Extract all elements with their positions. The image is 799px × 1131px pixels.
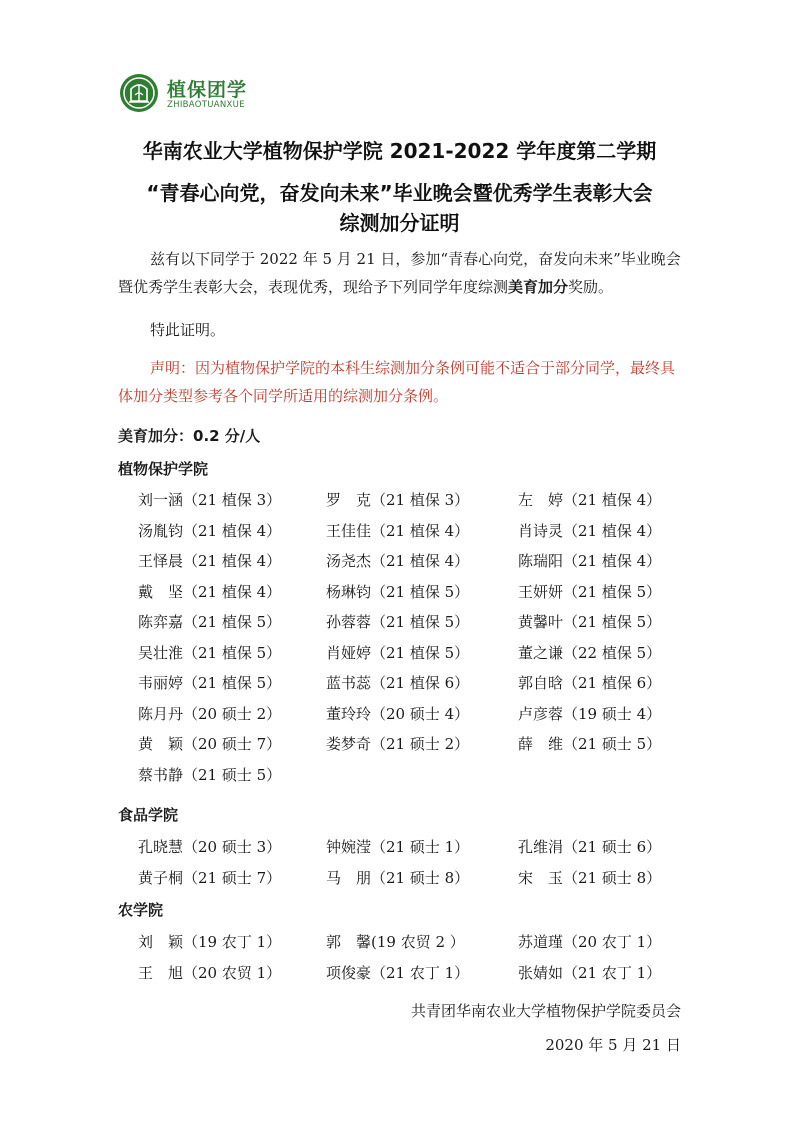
student-entry: 王佳佳（21 植保 4） xyxy=(326,521,470,540)
name-row xyxy=(118,931,698,962)
student-entry: 刘一涵（21 植保 3） xyxy=(138,491,282,509)
student-entry: 肖诗灵（21 植保 4） xyxy=(518,521,662,540)
name-row xyxy=(118,611,698,642)
student-entry: 黄 颖（20 硕士 7） xyxy=(138,735,282,753)
student-entry: 陈瑞阳（21 植保 4） xyxy=(518,552,662,570)
student-entry: 杨琳钧（21 植保 5） xyxy=(326,582,470,601)
name-grid xyxy=(118,931,698,992)
name-row xyxy=(118,836,698,867)
intro-paragraph xyxy=(118,245,688,301)
intro-bold-text: 美育加分 xyxy=(508,278,569,296)
student-entry: 蓝书蕊（21 植保 6） xyxy=(326,674,470,692)
notice-statement: 声明：因为植物保护学院的本科生综测加分条例可能不适合于部分同学，最终具体加分类型参考各个同学所适用的综测加分条例。 xyxy=(118,359,676,405)
student-entry: 郭自晗（21 植保 6） xyxy=(518,674,662,692)
intro-text: 兹有以下同学于 2022 年 5 月 21 日，参加“青春心向党，奋发向未来”毕业晚会暨优秀学生表彰大会，表现优秀，现给予下列同学年度综测 xyxy=(118,250,681,296)
name-grid xyxy=(118,489,698,794)
student-entry: 娄梦奇（21 硕士 2） xyxy=(326,735,470,753)
logo-emblem-icon xyxy=(119,73,159,113)
student-entry: 王妍妍（21 植保 5） xyxy=(518,582,662,601)
student-entry: 刘 颖（19 农丁 1） xyxy=(138,933,282,951)
student-entry: 孔维涓（21 硕士 6） xyxy=(518,838,662,856)
intro-text-end: 奖励。 xyxy=(568,278,614,296)
student-entry: 吴壮淮（21 植保 5） xyxy=(138,643,282,662)
section-heading: 食品学院 xyxy=(118,806,179,824)
student-entry: 薛 维（21 硕士 5） xyxy=(518,735,662,753)
student-entry: 宋 玉（21 硕士 8） xyxy=(518,868,662,887)
points-label: 美育加分：0.2 分/人 xyxy=(118,427,261,445)
student-entry: 董之谦（22 植保 5） xyxy=(518,643,662,662)
logo-subtext: ZHIBAOTUANXUE xyxy=(167,100,245,110)
signature-date: 2020 年 5 月 21 日 xyxy=(545,1036,681,1054)
section-heading: 植物保护学院 xyxy=(118,460,209,478)
student-entry: 左 婷（21 植保 4） xyxy=(518,491,662,509)
student-entry: 陈月丹（20 硕士 2） xyxy=(138,704,282,723)
student-entry: 韦丽婷（21 植保 5） xyxy=(138,674,282,692)
name-row xyxy=(118,672,698,703)
name-row xyxy=(118,581,698,612)
logo xyxy=(119,73,259,119)
document-title-line-3: 综测加分证明 xyxy=(339,211,460,235)
logo-text: 植保团学 xyxy=(167,79,248,101)
name-row xyxy=(118,642,698,673)
student-entry: 孔晓慧（20 硕士 3） xyxy=(138,838,282,856)
name-row xyxy=(118,764,698,795)
student-entry: 孙蓉蓉（21 植保 5） xyxy=(326,613,470,631)
proof-statement: 特此证明。 xyxy=(150,321,226,339)
name-grid xyxy=(118,836,698,897)
student-entry: 汤胤钧（21 植保 4） xyxy=(138,521,282,540)
document-title-line-2: “青春心向党，奋发向未来”毕业晚会暨优秀学生表彰大会 xyxy=(146,181,653,205)
student-entry: 汤尧杰（21 植保 4） xyxy=(326,552,470,570)
student-entry: 董玲玲（20 硕士 4） xyxy=(326,704,470,723)
name-row xyxy=(118,703,698,734)
student-entry: 黄馨叶（21 植保 5） xyxy=(518,613,662,631)
name-row xyxy=(118,962,698,993)
student-entry: 黄子桐（21 硕士 7） xyxy=(138,868,282,887)
student-entry: 苏道瑾（20 农丁 1） xyxy=(518,933,662,951)
name-row xyxy=(118,520,698,551)
student-entry: 蔡书静（21 硕士 5） xyxy=(138,765,282,784)
document-title-line-1: 华南农业大学植物保护学院 2021-2022 学年度第二学期 xyxy=(142,139,657,163)
name-row xyxy=(118,867,698,898)
name-row xyxy=(118,550,698,581)
student-entry: 项俊豪（21 农丁 1） xyxy=(326,963,470,982)
student-entry: 王 旭（20 农贸 1） xyxy=(138,963,282,982)
student-entry: 钟婉滢（21 硕士 1） xyxy=(326,838,470,856)
student-entry: 陈弈嘉（21 植保 5） xyxy=(138,613,282,631)
student-entry: 郭 馨(19 农贸 2 ） xyxy=(326,933,465,951)
student-entry: 戴 坚（21 植保 4） xyxy=(138,582,282,601)
student-entry: 卢彦蓉（19 硕士 4） xyxy=(518,704,662,723)
student-entry: 马 朋（21 硕士 8） xyxy=(326,868,470,887)
signature-org: 共青团华南农业大学植物保护学院委员会 xyxy=(410,1002,681,1020)
student-entry: 王怿晨（21 植保 4） xyxy=(138,552,282,570)
student-entry: 肖娅婷（21 植保 5） xyxy=(326,643,470,662)
student-entry: 张婧如（21 农丁 1） xyxy=(518,963,662,982)
section-heading: 农学院 xyxy=(118,901,164,919)
name-row xyxy=(118,489,698,520)
name-row xyxy=(118,733,698,764)
student-entry: 罗 克（21 植保 3） xyxy=(326,491,470,509)
